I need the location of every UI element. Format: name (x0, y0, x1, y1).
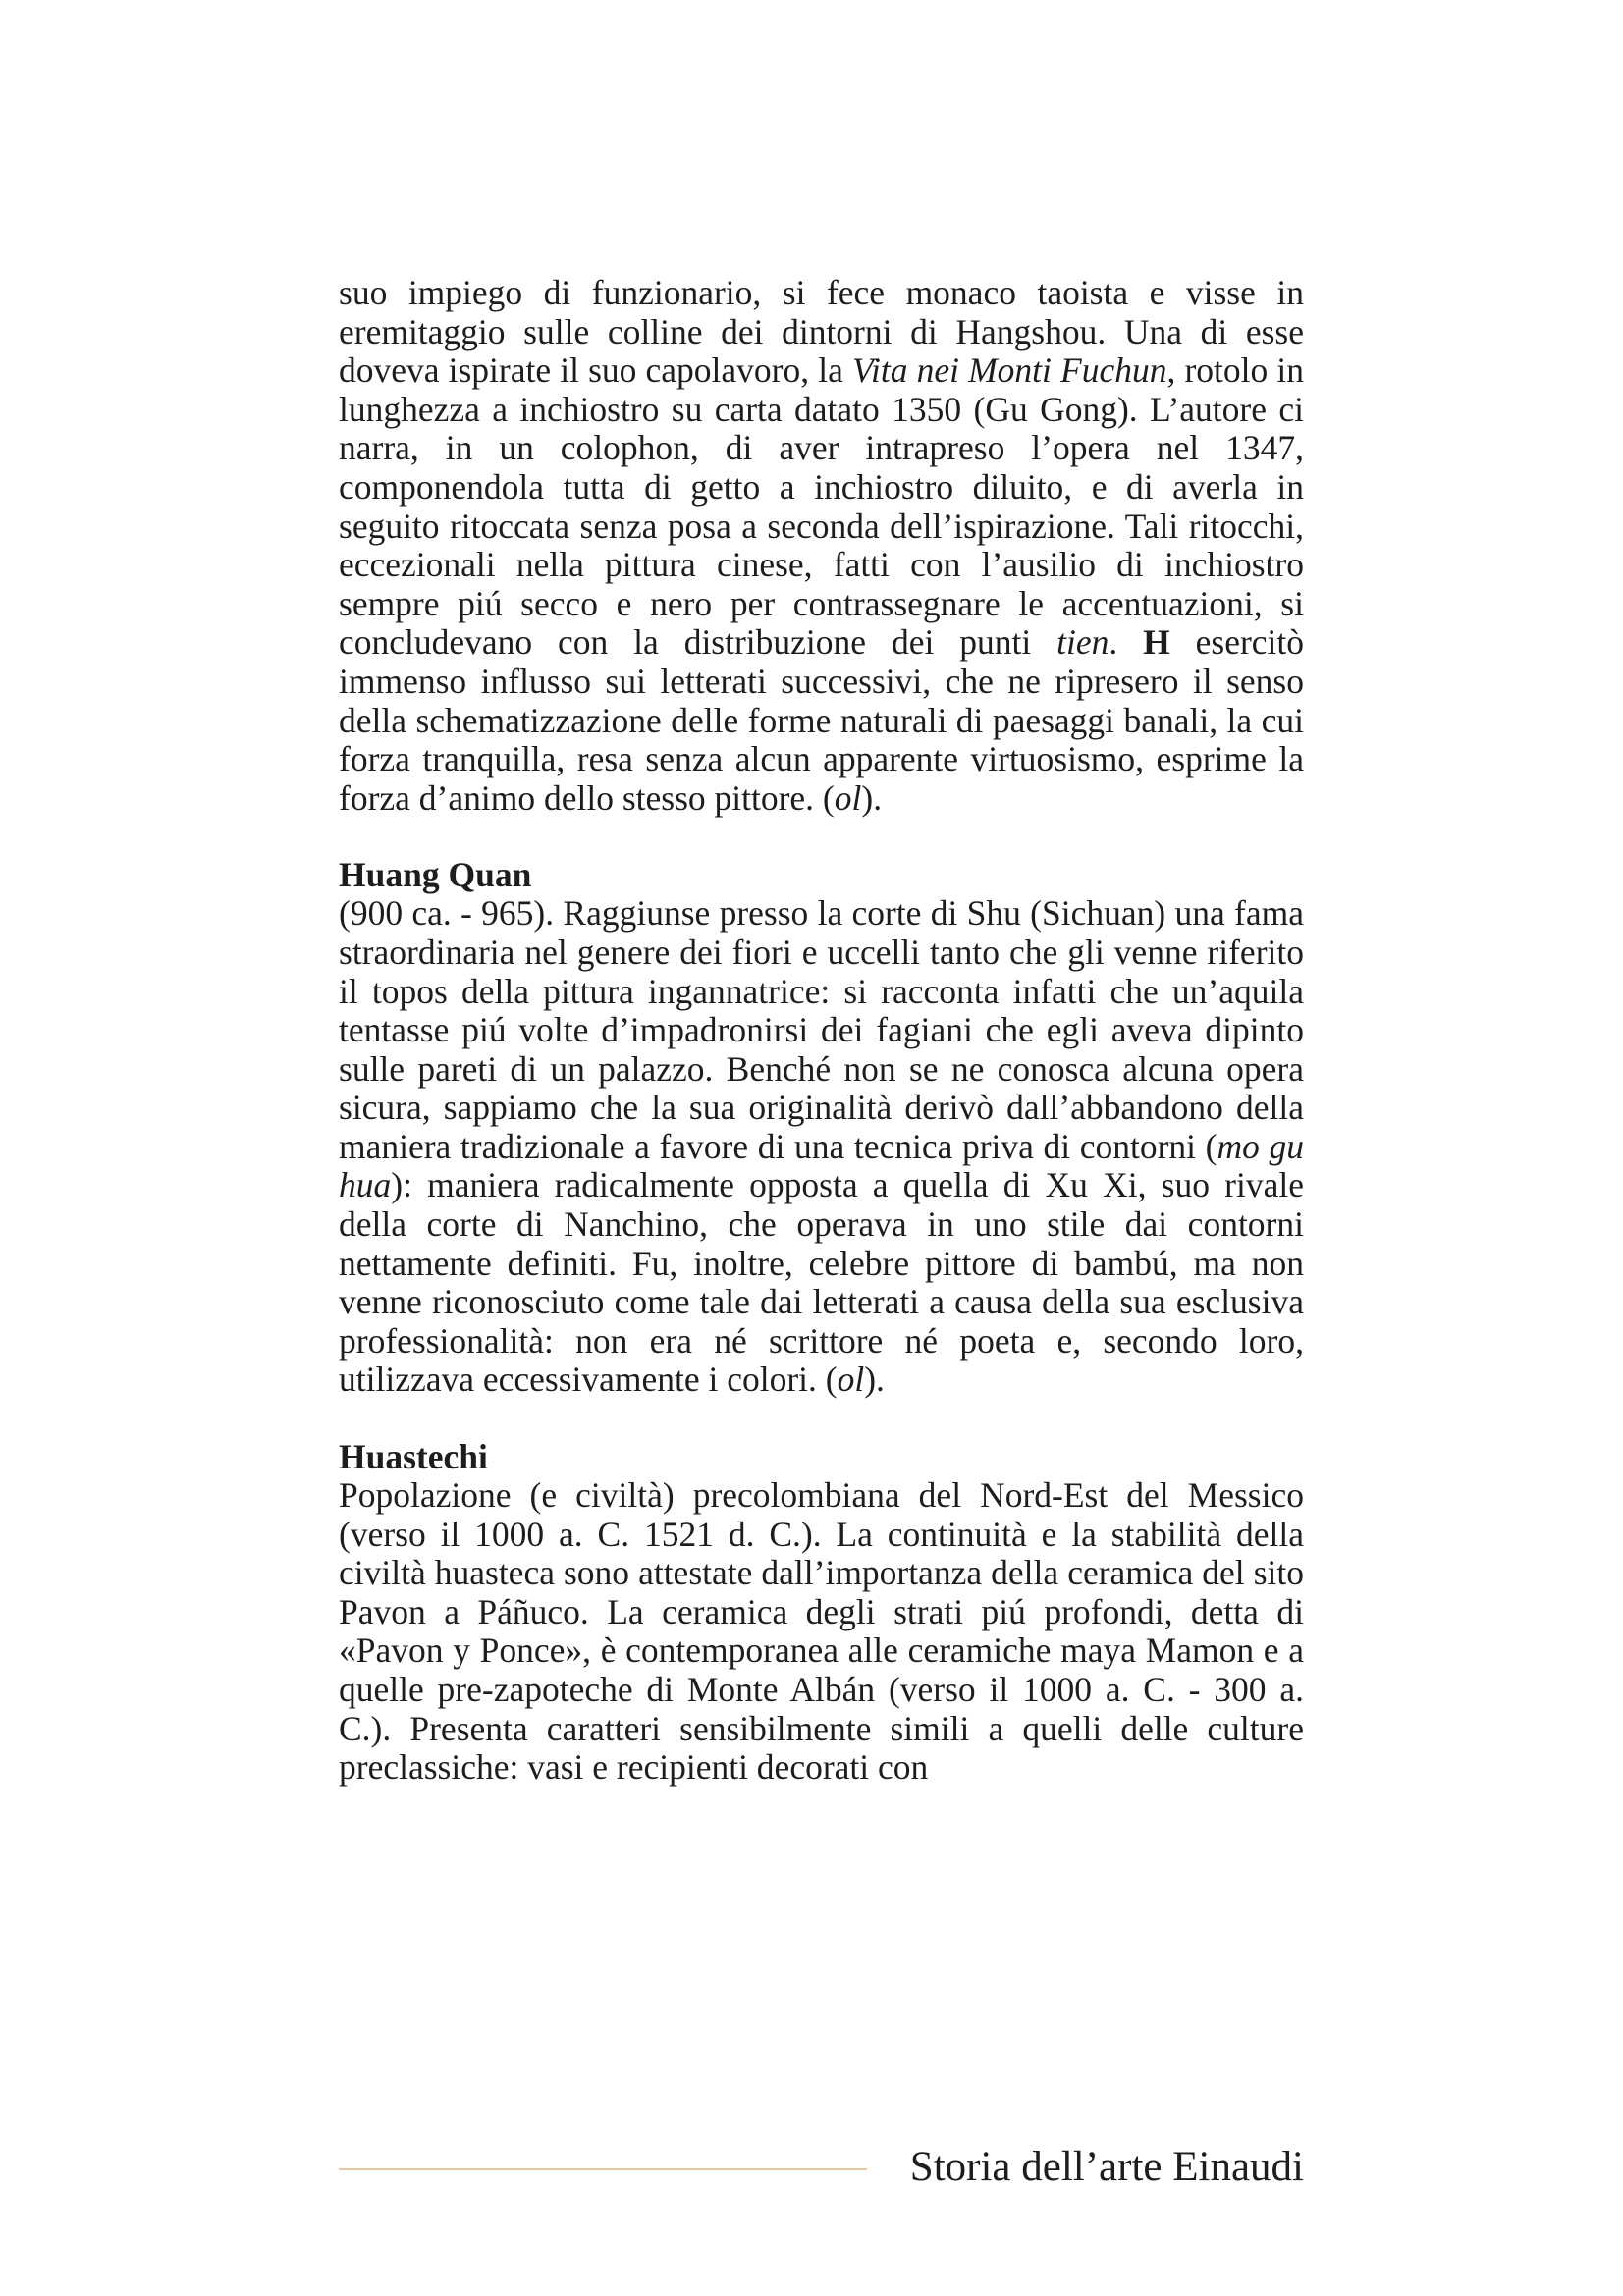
italic-run: ol (834, 777, 862, 818)
text-run: ). (861, 777, 883, 818)
text-run: . (1109, 622, 1144, 663)
footer-title: Storia dell’arte Einaudi (909, 2144, 1304, 2190)
italic-run: ol (837, 1360, 865, 1400)
entry-body (339, 894, 1304, 1400)
entry-heading: Huastechi (339, 1437, 488, 1477)
italic-run: Vita nei Monti Fuchun (851, 350, 1167, 391)
text-run: Popolazione (e civiltà) precolombiana del Nord-Est del Messico (verso il 1000 a. C. 1521 d. C.). La continuità e la stabilità della civiltà huasteca sono attestate dall’importanza della ceramica del sito Pavon a Páñuco. La ceramica degli strati piú profondi, detta di «Pavon y Ponce», è contemporanea alle ceramiche maya Mamon e a quelle pre-zapoteche di Monte Albán (verso il 1000 a. C. - 300 a. C.). Presenta caratteri sensibilmente simili a quelli delle culture preclassiche: vasi e recipienti decorati con (339, 1475, 1304, 1788)
text-run: (900 ca. - 965). Raggiunse presso la corte di Shu (Sichuan) una fama straordinaria nel genere dei fiori e uccelli tanto che gli venne riferito il topos della pittura ingannatrice: si racconta infatti che un’aquila tentasse piú volte d’impadronirsi dei fagiani che egli aveva dipinto sulle pareti di un palazzo. Benché non se ne conosca alcuna opera sicura, sappiamo che la sua originalità derivò dall’abbandono della maniera tradizionale a favore di una tecnica priva di contorni ( (339, 893, 1304, 1166)
text-run: ): maniera radicalmente opposta a quella di Xu Xi, suo rivale della corte di Nanchino, che operava in uno stile dai contorni nettamente definiti. Fu, inoltre, celebre pittore di bambú, ma non venne riconosciuto come tale dai letterati a causa della sua esclusiva professionalità: non era né scrittore né poeta e, secondo loro, utilizzava eccessivamente i colori. ( (339, 1165, 1304, 1400)
text-run: suo impiego di funzionario, si fece monaco taoista e visse in eremitaggio sulle colline dei dintorni di Hangshou. Una di esse doveva ispirate il suo capolavoro, la (339, 273, 1304, 391)
text-run: esercitò immenso influsso sui letterati successivi, che ne ripresero il senso della schematizzazione delle forme naturali di paesaggi banali, la cui forza tranquilla, resa senza alcun apparente virtuosismo, esprime la forza d’animo dello stesso pittore. ( (339, 622, 1305, 818)
entry-body (339, 1476, 1304, 1788)
footer-divider (339, 2168, 867, 2170)
paragraph-intro (339, 274, 1304, 818)
page-body (339, 274, 1304, 1788)
italic-run: mo gu hua (339, 1126, 1305, 1205)
text-run: , rotolo in lunghezza a inchiostro su carta datato 1350 (Gu Gong). L’autore ci narra, in un colophon, di aver intrapreso l’opera nel 1347, componendola tutta di getto a inchiostro diluito, e di averla in seguito ritoccata senza posa a seconda dell’ispirazione. Tali ritocchi, eccezionali nella pittura cinese, fatti con l’ausilio di inchiostro sempre piú secco e nero per contrassegnare le accentuazioni, si concludevano con la distribuzione dei punti (339, 350, 1304, 663)
bold-run: H (1143, 622, 1170, 663)
italic-run: tien (1056, 622, 1109, 663)
text-run: ). (864, 1360, 885, 1400)
entry-heading: Huang Quan (339, 855, 532, 895)
